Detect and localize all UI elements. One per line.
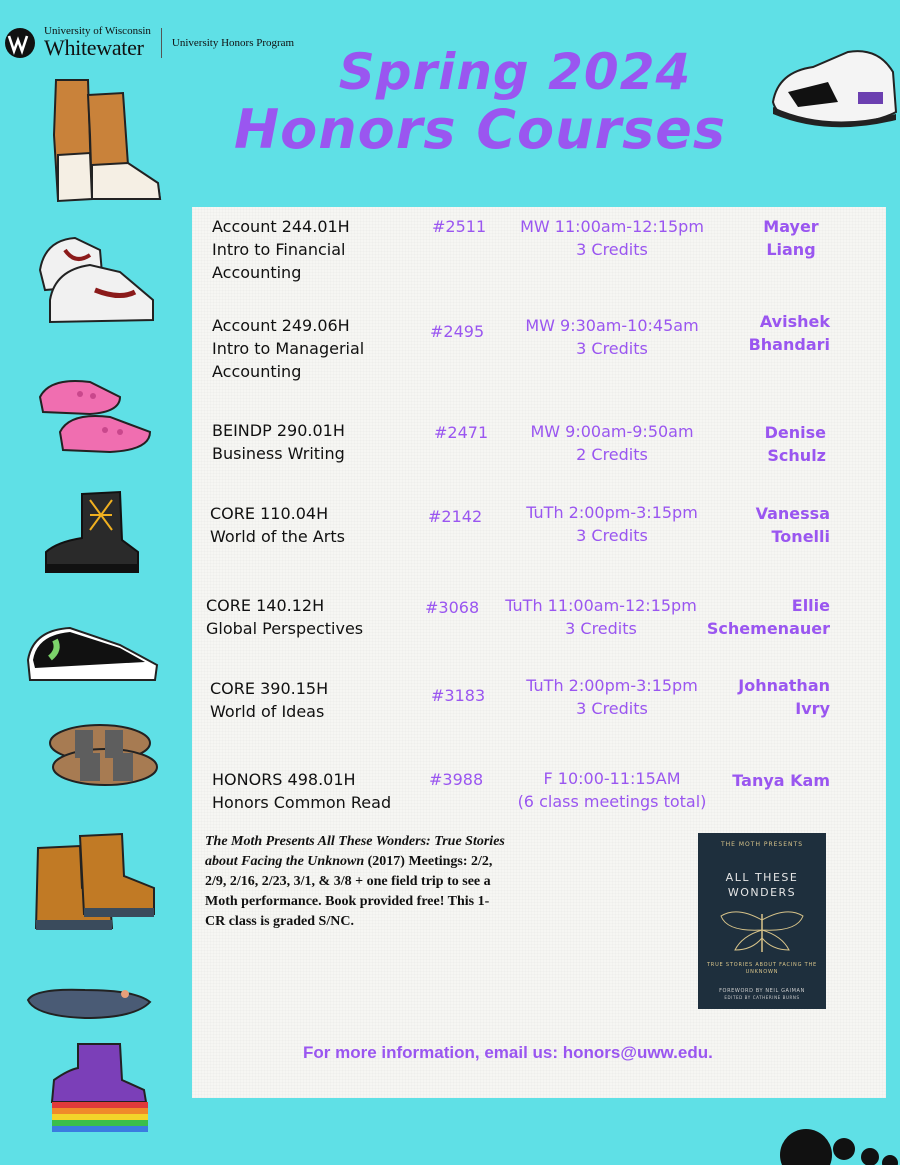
course-title: Global Perspectives bbox=[206, 619, 364, 638]
course-name bbox=[212, 768, 391, 814]
course-credits: 3 Credits bbox=[576, 526, 648, 545]
instructor-first: Johnathan bbox=[738, 676, 830, 695]
combat-boot-icon bbox=[42, 490, 142, 578]
sneakers-red-icon bbox=[35, 230, 157, 328]
course-name bbox=[206, 594, 363, 640]
course-number: #3183 bbox=[431, 686, 486, 705]
university-name-small: University of Wisconsin bbox=[44, 25, 151, 37]
course-code: Account 244.01H bbox=[212, 217, 350, 236]
course-time: F 10:00-11:15AM bbox=[543, 769, 681, 788]
instructor-last: Schulz bbox=[767, 446, 826, 465]
course-credits: 3 Credits bbox=[576, 240, 648, 259]
common-read-year: (2017) bbox=[364, 854, 405, 869]
course-instructor bbox=[680, 769, 830, 792]
course-time: MW 11:00am-12:15pm bbox=[520, 217, 704, 236]
instructor-first: Avishek bbox=[759, 312, 830, 331]
course-time: TuTh 2:00pm-3:15pm bbox=[526, 676, 698, 695]
course-credits: (6 class meetings total) bbox=[517, 792, 707, 811]
course-title: Honors Common Read bbox=[212, 793, 392, 812]
course-credits: 3 Credits bbox=[576, 339, 648, 358]
contact-footer: For more information, email us: honors@uww.edu. bbox=[303, 1043, 713, 1062]
common-read-description bbox=[205, 832, 505, 932]
uw-logo-icon bbox=[4, 27, 36, 59]
instructor-first: Denise bbox=[764, 423, 826, 442]
book-cover-editor: EDITED BY CATHERINE BURNS bbox=[724, 995, 800, 1000]
course-time: TuTh 2:00pm-3:15pm bbox=[526, 503, 698, 522]
instructor-last: Tonelli bbox=[771, 527, 830, 546]
moth-illustration-icon bbox=[717, 906, 807, 956]
course-title: Intro to Financial bbox=[212, 240, 346, 259]
sneakers-purple-icon bbox=[768, 42, 898, 132]
course-title-cont: Accounting bbox=[212, 362, 302, 381]
sandals-icon bbox=[45, 715, 160, 790]
book-cover-image bbox=[698, 833, 826, 1009]
course-credits: 3 Credits bbox=[565, 619, 637, 638]
course-instructor bbox=[680, 421, 826, 467]
common-read-book-title: The Moth Presents All These Wonders: True Stories about Facing the Unknown bbox=[205, 834, 505, 869]
course-time: TuTh 11:00am-12:15pm bbox=[505, 596, 697, 615]
course-name bbox=[212, 314, 364, 383]
instructor-last: Bhandari bbox=[748, 335, 830, 354]
instructor-name: Tanya Kam bbox=[732, 771, 830, 790]
common-read-details: Meetings: 2/2, 2/9, 2/16, 2/23, 3/1, & 3/8 + one field trip to see a Moth performance. Book provided free! This 1-CR class is graded S/NC. bbox=[205, 854, 493, 929]
course-name bbox=[212, 215, 350, 284]
course-name bbox=[212, 419, 345, 465]
university-name-big: Whitewater bbox=[44, 35, 144, 60]
ballet-flat-icon bbox=[25, 980, 153, 1022]
program-name: University Honors Program bbox=[171, 36, 295, 49]
title-line-1: Spring 2024 bbox=[338, 43, 692, 101]
course-name bbox=[210, 502, 345, 548]
course-code: Account 249.06H bbox=[212, 316, 350, 335]
course-instructor bbox=[666, 215, 900, 261]
instructor-first: Vanessa bbox=[755, 504, 830, 523]
instructor-last: Schemenauer bbox=[706, 619, 830, 638]
book-cover-subtitle: TRUE STORIES ABOUT FACING THE UNKNOWN bbox=[706, 962, 818, 975]
title-line-2: Honors Courses bbox=[233, 98, 727, 161]
page-title bbox=[190, 44, 770, 160]
instructor-first: Mayer bbox=[763, 217, 819, 236]
course-name bbox=[210, 677, 328, 723]
book-cover-top: THE MOTH PRESENTS bbox=[721, 841, 803, 848]
instructor-last: Ivry bbox=[795, 699, 830, 718]
course-code: CORE 140.12H bbox=[206, 596, 325, 615]
course-credits: 3 Credits bbox=[576, 699, 648, 718]
course-schedule bbox=[491, 594, 711, 640]
course-number: #2511 bbox=[432, 217, 487, 236]
course-code: BEINDP 290.01H bbox=[212, 421, 345, 440]
course-credits: 2 Credits bbox=[576, 445, 648, 464]
course-time: MW 9:00am-9:50am bbox=[530, 422, 694, 441]
course-code: CORE 110.04H bbox=[210, 504, 329, 523]
course-number: #2142 bbox=[428, 507, 483, 526]
course-title: Business Writing bbox=[212, 444, 345, 463]
cowboy-boots-icon bbox=[48, 75, 168, 205]
logo-divider bbox=[161, 28, 162, 58]
pink-clogs-icon bbox=[35, 372, 155, 457]
book-cover-title: ALL THESE WONDERS bbox=[725, 871, 799, 899]
course-instructor bbox=[680, 310, 830, 356]
rainbow-platform-boot-icon bbox=[48, 1040, 150, 1135]
course-instructor bbox=[680, 594, 830, 640]
course-number: #2471 bbox=[434, 423, 489, 442]
work-boots-icon bbox=[30, 828, 158, 936]
instructor-last: Liang bbox=[766, 240, 816, 259]
course-instructor bbox=[680, 674, 830, 720]
book-cover-foreword: FOREWORD BY NEIL GAIMAN bbox=[719, 988, 805, 994]
course-code: HONORS 498.01H bbox=[212, 770, 356, 789]
converse-sneaker-icon bbox=[25, 620, 160, 683]
course-instructor bbox=[680, 502, 830, 548]
course-time: MW 9:30am-10:45am bbox=[525, 316, 699, 335]
course-title: Intro to Managerial bbox=[212, 339, 365, 358]
instructor-first: Ellie bbox=[791, 596, 830, 615]
course-number: #3068 bbox=[425, 598, 480, 617]
course-title: World of the Arts bbox=[210, 527, 345, 546]
course-number: #2495 bbox=[430, 322, 485, 341]
paw-print-icon bbox=[778, 1125, 900, 1165]
course-title-cont: Accounting bbox=[212, 263, 302, 282]
course-number: #3988 bbox=[429, 770, 484, 789]
course-code: CORE 390.15H bbox=[210, 679, 329, 698]
course-title: World of Ideas bbox=[210, 702, 325, 721]
